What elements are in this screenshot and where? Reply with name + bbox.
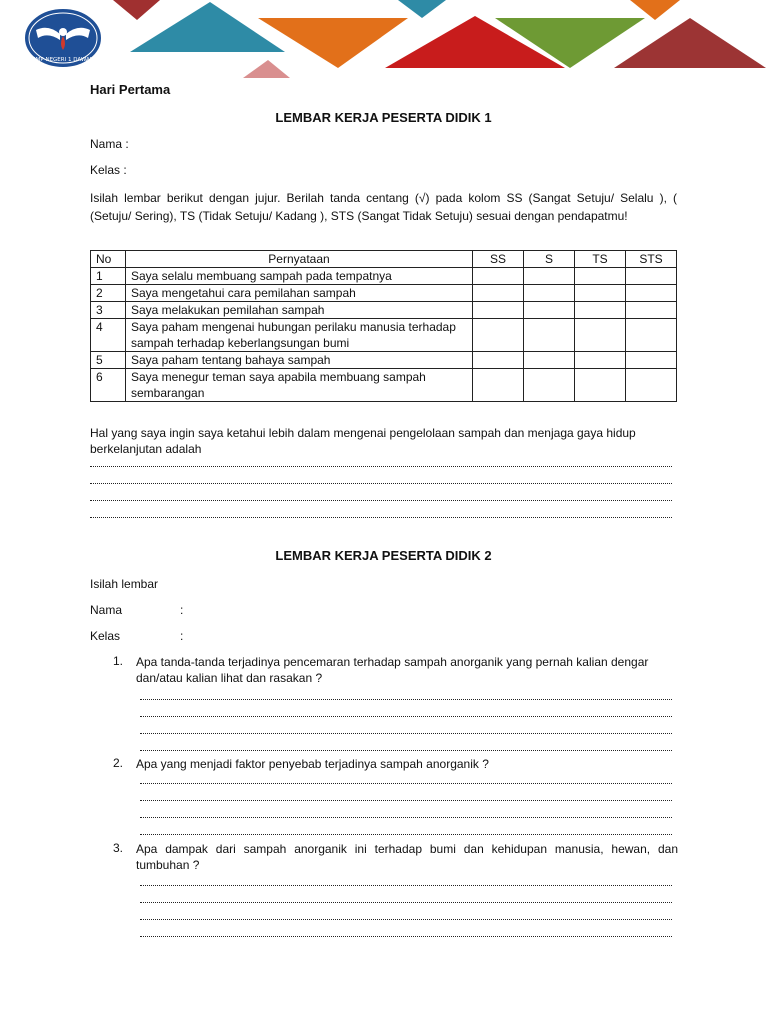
sts-cell[interactable] (626, 369, 677, 402)
answer-line[interactable] (140, 689, 672, 700)
sts-cell[interactable] (626, 268, 677, 285)
table-row (91, 352, 677, 369)
ss-cell[interactable] (473, 352, 524, 369)
ss-cell[interactable] (473, 302, 524, 319)
row-number: 3 (91, 302, 126, 319)
question-number: 1. (113, 654, 124, 668)
nama-label: Nama : (90, 137, 129, 151)
answer-line[interactable] (90, 490, 672, 501)
ss-cell[interactable] (473, 369, 524, 402)
header-sts: STS (626, 251, 677, 268)
header-ss: SS (473, 251, 524, 268)
ts-cell[interactable] (575, 352, 626, 369)
answer-line[interactable] (140, 790, 672, 801)
triangle-decor (614, 18, 766, 68)
nama2-colon: : (180, 603, 184, 617)
kelas2-colon: : (180, 629, 184, 643)
s-cell[interactable] (524, 369, 575, 402)
triangle-decor (113, 0, 160, 20)
triangle-decor (398, 0, 446, 18)
ts-cell[interactable] (575, 268, 626, 285)
row-statement: Saya mengetahui cara pemilahan sampah (126, 285, 473, 302)
row-number: 4 (91, 319, 126, 352)
s-cell[interactable] (524, 285, 575, 302)
ss-cell[interactable] (473, 268, 524, 285)
row-statement: Saya selalu membuang sampah pada tempatnya (126, 268, 473, 285)
answer-line[interactable] (140, 773, 672, 784)
kelas2-label: Kelas (90, 629, 121, 643)
ts-cell[interactable] (575, 302, 626, 319)
row-number: 1 (91, 268, 126, 285)
table-row (91, 285, 677, 302)
table-row (91, 369, 677, 402)
header-s: S (524, 251, 575, 268)
question-text: Apa dampak dari sampah anorganik ini terhadap bumi dan kehidupan manusia, hewan, dan tumbuhan ? (136, 842, 678, 872)
header-no: No (91, 251, 126, 268)
answer-line[interactable] (140, 740, 672, 751)
answer-line[interactable] (140, 807, 672, 818)
answer-line[interactable] (140, 892, 672, 903)
row-number: 2 (91, 285, 126, 302)
table-row (91, 319, 677, 352)
ts-cell[interactable] (575, 369, 626, 402)
sts-cell[interactable] (626, 285, 677, 302)
question-number: 3. (113, 841, 124, 855)
answer-line[interactable] (90, 507, 672, 518)
row-number: 6 (91, 369, 126, 402)
question-text: Apa yang menjadi faktor penyebab terjadinya sampah anorganik ? (136, 757, 489, 771)
ss-cell[interactable] (473, 285, 524, 302)
s-cell[interactable] (524, 302, 575, 319)
table-row (91, 268, 677, 285)
nama2-label: Nama (90, 603, 123, 617)
answer-line[interactable] (90, 456, 672, 467)
question-number: 2. (113, 756, 124, 770)
row-statement: Saya melakukan pemilahan sampah (126, 302, 473, 319)
row-statement: Saya paham tentang bahaya sampah (126, 352, 473, 369)
questionnaire-table (90, 250, 677, 402)
ts-cell[interactable] (575, 319, 626, 352)
lkpd2-title: LEMBAR KERJA PESERTA DIDIK 2 (275, 548, 492, 563)
lkpd1-title: LEMBAR KERJA PESERTA DIDIK 1 (275, 110, 492, 125)
kelas-label: Kelas : (90, 163, 127, 177)
answer-line[interactable] (140, 824, 672, 835)
svg-text:SMP NEGERI 1 DAWAN: SMP NEGERI 1 DAWAN (32, 57, 94, 63)
answer-line[interactable] (140, 926, 672, 937)
row-statement: Saya menegur teman saya apabila membuang sampah sembarangan (126, 369, 473, 402)
s-cell[interactable] (524, 352, 575, 369)
triangle-decor (243, 60, 290, 78)
school-logo (22, 6, 104, 70)
table-header-row (91, 251, 677, 268)
triangle-decor (630, 0, 680, 20)
sts-cell[interactable] (626, 319, 677, 352)
answer-line[interactable] (140, 723, 672, 734)
isilah-label: Isilah lembar (90, 577, 159, 591)
header-ts: TS (575, 251, 626, 268)
answer-line[interactable] (90, 473, 672, 484)
day-title: Hari Pertama (90, 82, 171, 97)
s-cell[interactable] (524, 268, 575, 285)
ts-cell[interactable] (575, 285, 626, 302)
sts-cell[interactable] (626, 352, 677, 369)
ss-cell[interactable] (473, 319, 524, 352)
table-row (91, 302, 677, 319)
question-text: Apa tanda-tanda terjadinya pencemaran terhadap sampah anorganik yang pernah kalian dengar dan/atau kalian lihat dan rasakan ? (136, 655, 649, 685)
sts-cell[interactable] (626, 302, 677, 319)
header-pernyataan: Pernyataan (126, 251, 473, 268)
answer-line[interactable] (140, 875, 672, 886)
s-cell[interactable] (524, 319, 575, 352)
answer-line[interactable] (140, 706, 672, 717)
triangle-decor (258, 18, 408, 68)
reflection-prompt: Hal yang saya ingin saya ketahui lebih dalam mengenai pengelolaan sampah dan menjaga gaya hidup berkelanjutan adalah (90, 426, 636, 456)
triangle-decor (130, 2, 285, 52)
instruction-text: Isilah lembar berikut dengan jujur. Berilah tanda centang (√) pada kolom SS (Sangat Setuju/ Selalu ), ( (Setuju/ Sering), TS (Tidak Setuju/ Kadang ), STS (Sangat Tidak Setuju) sesuai dengan pendapatmu! (90, 191, 677, 223)
row-statement: Saya paham mengenai hubungan perilaku manusia terhadap sampah terhadap keberlangsungan bumi (126, 319, 473, 352)
answer-line[interactable] (140, 909, 672, 920)
row-number: 5 (91, 352, 126, 369)
